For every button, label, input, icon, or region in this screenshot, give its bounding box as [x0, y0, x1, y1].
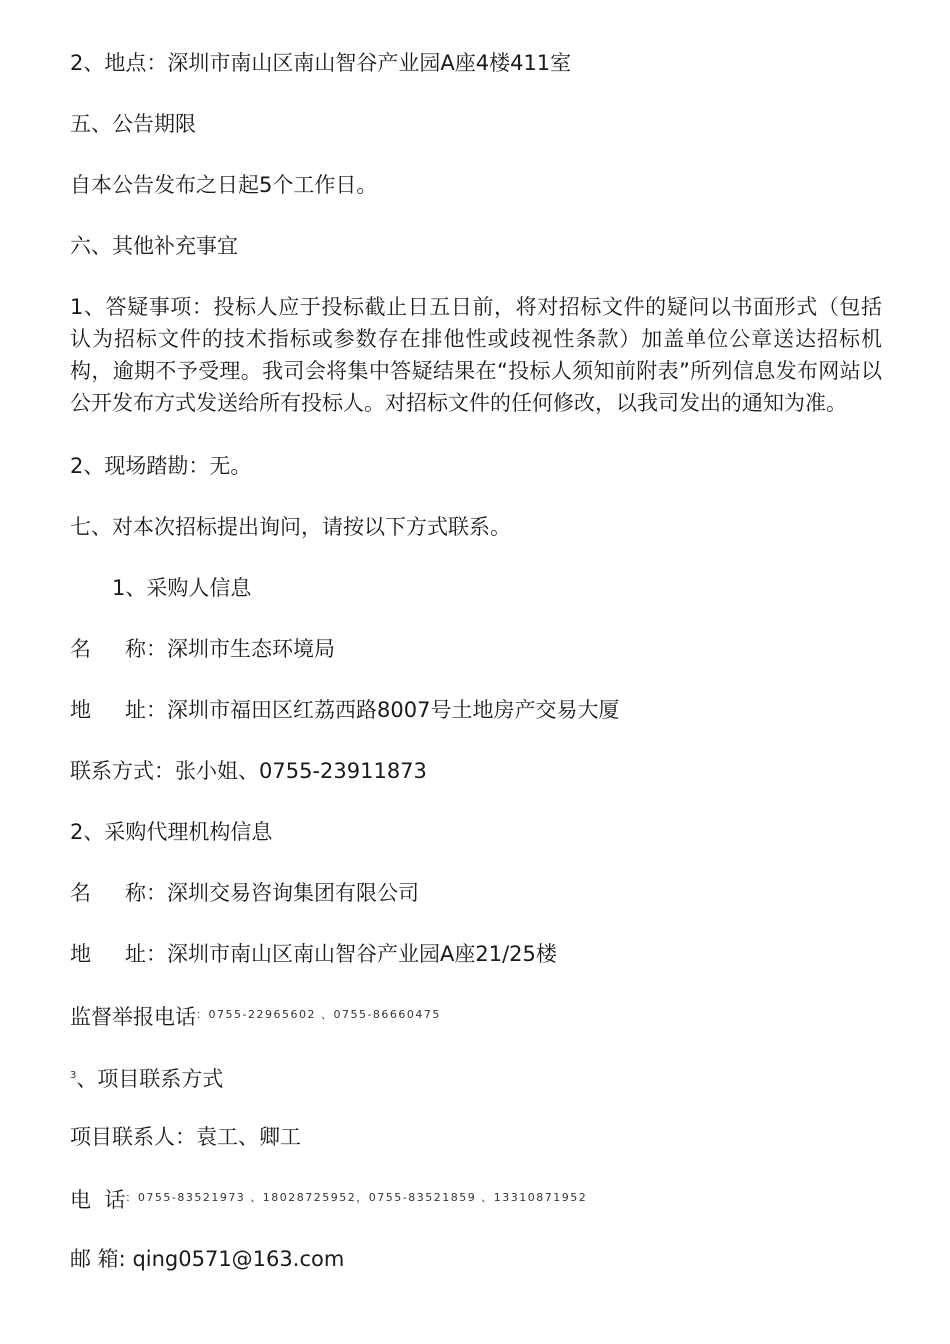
report-phone-line — [70, 999, 441, 1033]
label-char: 名 — [70, 637, 91, 661]
label-char: 址： — [125, 942, 167, 966]
qa-paragraph-line: 构，逾期不予受理。我司会将集中答疑结果在“投标人须知前附表”所列信息发布网站以 — [70, 359, 882, 383]
project-person-line — [70, 1121, 301, 1153]
purchaser-contact: 张小姐、0755-23911873 — [175, 759, 427, 783]
project-person-label: 项目联系人： — [70, 1125, 196, 1149]
project-email[interactable]: qing0571@163.com — [132, 1247, 345, 1271]
agency-address-line — [70, 938, 557, 970]
report-phone-value: ：0755-22965602 、0755-86660475 — [196, 1008, 441, 1021]
qa-paragraph — [70, 291, 882, 419]
project-email-label: 邮 箱: — [70, 1247, 133, 1271]
project-phone-label: 电 话 — [70, 1188, 126, 1212]
project-contact-heading — [70, 1060, 223, 1095]
label-char: 称： — [125, 637, 167, 661]
qa-paragraph-line: 公开发布方式发送给所有投标人。对招标文件的任何修改，以我司发出的通知为准。 — [70, 391, 847, 415]
location-line: 2、地点：深圳市南山区南山智谷产业园A座4楼411室 — [70, 51, 572, 75]
purchaser-name-line — [70, 633, 335, 665]
section-heading-inquiry: 七、对本次招标提出询问，请按以下方式联系。 — [70, 515, 511, 539]
purchaser-address-line — [70, 694, 619, 726]
project-email-line — [70, 1243, 344, 1275]
label-char: 地 — [70, 942, 91, 966]
purchaser-name: 深圳市生态环境局 — [167, 637, 335, 661]
agency-info-heading: 2、采购代理机构信息 — [70, 820, 273, 844]
qa-paragraph-line: 1、答疑事项：投标人应于投标截止日五日前，将对招标文件的疑问以书面形式（包括 — [70, 295, 882, 319]
label-char: 称： — [125, 881, 167, 905]
agency-name-line — [70, 877, 419, 909]
purchaser-contact-line — [70, 755, 427, 787]
heading-text: 、项目联系方式 — [76, 1067, 224, 1091]
purchaser-info-heading: 1、采购人信息 — [112, 576, 252, 600]
section-heading-other-matters: 六、其他补充事宜 — [70, 234, 238, 258]
site-visit-line: 2、现场踏勘：无。 — [70, 454, 252, 478]
project-phone-value: ：0755-83521973 、18028725952，0755-83521859 、13310871952 — [125, 1191, 588, 1204]
label-char: 址： — [125, 698, 167, 722]
notice-period-text: 自本公告发布之日起5个工作日。 — [70, 173, 378, 197]
label-char: 地 — [70, 698, 91, 722]
project-person: 袁工、卿工 — [196, 1125, 301, 1149]
label-char: 名 — [70, 881, 91, 905]
agency-address: 深圳市南山区南山智谷产业园A座21/25楼 — [167, 942, 557, 966]
contact-label: 联系方式： — [70, 759, 175, 783]
purchaser-address: 深圳市福田区红荔西路8007号土地房产交易大厦 — [167, 698, 620, 722]
agency-name: 深圳交易咨询集团有限公司 — [167, 881, 419, 905]
project-phone-line — [70, 1182, 587, 1216]
report-phone-label: 监督举报电话 — [70, 1005, 196, 1029]
heading-number: 3 — [70, 1070, 77, 1081]
section-heading-notice-period: 五、公告期限 — [70, 112, 196, 136]
qa-paragraph-line: 认为招标文件的技术指标或参数存在排他性或歧视性条款）加盖单位公章送达招标机 — [70, 327, 882, 351]
